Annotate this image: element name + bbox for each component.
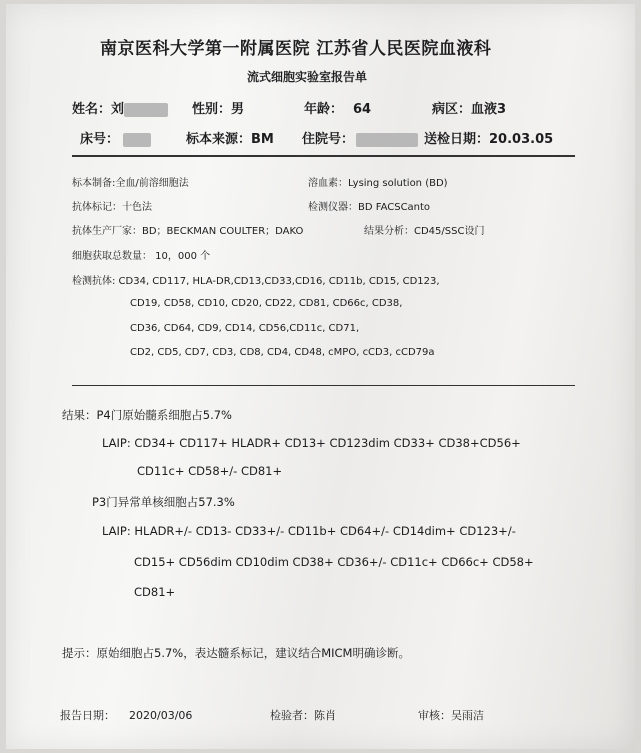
details-divider <box>72 385 575 386</box>
tester-value: 陈肖 <box>314 709 336 722</box>
report-date-value: 2020/03/06 <box>129 709 193 722</box>
age-value: 64 <box>353 102 372 117</box>
laip2-line2: CD15+ CD56dim CD10dim CD38+ CD36+/- CD11c+ CD66c+ CD58+ <box>134 555 534 569</box>
hospital-title: 南京医科大学第一附属医院 江苏省人民医院血液科 <box>100 39 492 59</box>
patient-name <box>72 98 168 117</box>
sample-prep: 标本制备:全血/前溶细胞法 <box>72 178 189 189</box>
redaction-mask <box>356 133 418 147</box>
patient-age <box>304 98 371 117</box>
report-subtitle: 流式细胞实验室报告单 <box>247 70 368 84</box>
instrument: 检测仪器：BD FACSCanto <box>308 202 431 213</box>
source-value: BM <box>251 132 274 147</box>
analysis-gating: 结果分析：CD45/SSC设门 <box>364 226 485 237</box>
reviewer-value: 吴雨洁 <box>451 709 484 722</box>
p3-result: P3门异常单核细胞占57.3% <box>92 495 235 509</box>
antibody-maker: 抗体生产厂家：BD；BECKMAN COULTER；DAKO <box>72 226 304 237</box>
report-paper <box>6 4 635 749</box>
laip1-line1: LAIP: CD34+ CD117+ HLADR+ CD13+ CD123dim CD33+ CD38+CD56+ <box>102 436 521 450</box>
date-label: 送检日期： <box>424 132 490 147</box>
report-date <box>60 707 192 723</box>
patient-bed <box>80 128 151 147</box>
antibody-list-line1: 检测抗体: CD34, CD117, HLA-DR,CD13,CD33,CD16, CD11b, CD15, CD123, <box>72 276 440 287</box>
antibody-list-line2: CD19, CD58, CD10, CD20, CD22, CD81, CD66c, CD38, <box>130 298 403 309</box>
submit-date <box>424 128 553 147</box>
laip1-line2: CD11c+ CD58+/- CD81+ <box>137 464 283 478</box>
antibody-list-line3: CD36, CD64, CD9, CD14, CD56,CD11c, CD71, <box>130 323 360 334</box>
age-label: 年龄： <box>304 102 344 117</box>
reviewer-label: 审核： <box>418 709 451 722</box>
name-label: 姓名： <box>72 102 112 117</box>
reviewer <box>418 707 484 723</box>
cell-count: 细胞获取总数量： 10，000 个 <box>72 251 211 262</box>
tester <box>270 707 336 723</box>
p4-result: 结果：P4门原始髓系细胞占5.7% <box>62 408 232 422</box>
patient-ward <box>432 98 506 117</box>
admission-number <box>302 128 418 147</box>
date-value: 20.03.05 <box>489 132 554 147</box>
antibody-marker: 抗体标记：十色法 <box>72 202 152 213</box>
header-divider <box>72 155 575 157</box>
source-label: 标本来源： <box>186 132 252 147</box>
patient-gender <box>192 98 244 117</box>
name-value: 刘 <box>111 102 125 117</box>
conclusion-note: 提示：原始细胞占5.7%，表达髓系标记，建议结合MICM明确诊断。 <box>62 646 410 660</box>
report-date-label: 报告日期： <box>60 709 115 722</box>
gender-label: 性别： <box>192 102 232 117</box>
lysing-solution: 溶血素：Lysing solution (BD) <box>308 178 448 189</box>
gender-value: 男 <box>231 102 245 117</box>
redaction-mask <box>123 133 151 147</box>
tester-label: 检验者： <box>270 709 314 722</box>
redaction-mask <box>124 103 168 117</box>
laip2-line1: LAIP: HLADR+/- CD13- CD33+/- CD11b+ CD64+/- CD14dim+ CD123+/- <box>102 524 516 538</box>
admission-label: 住院号： <box>302 132 355 147</box>
laip2-line3: CD81+ <box>134 585 176 599</box>
sample-source <box>186 128 274 147</box>
antibody-list-line4: CD2, CD5, CD7, CD3, CD8, CD4, CD48, cMPO, cCD3, cCD79a <box>130 347 435 358</box>
bed-label: 床号： <box>80 132 120 147</box>
ward-label: 病区： <box>432 102 472 117</box>
ward-value: 血液3 <box>471 102 507 117</box>
